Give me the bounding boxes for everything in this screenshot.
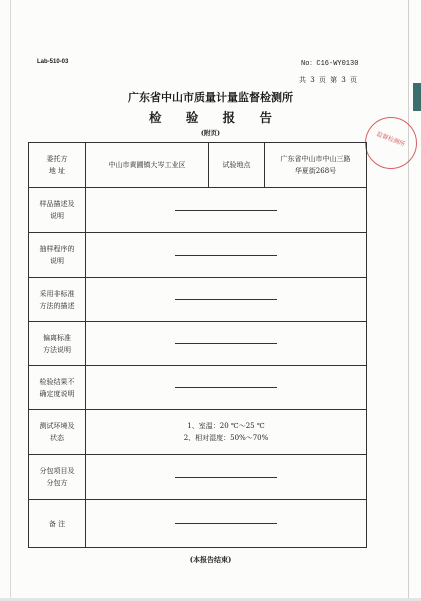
report-title: 检 验 报 告 bbox=[148, 110, 283, 125]
subcontract-value bbox=[86, 455, 367, 500]
page-info: 共 3 页 第 3 页 bbox=[299, 76, 359, 84]
nonstandard-value bbox=[86, 278, 367, 322]
uncertainty-value bbox=[86, 366, 367, 410]
table-row bbox=[29, 455, 367, 500]
organization-name: 广东省中山市质量计量监督检测所 bbox=[128, 91, 293, 104]
table-row bbox=[29, 188, 367, 233]
nonstandard-label: 采用非标准 方法的描述 bbox=[29, 278, 86, 322]
blank-line bbox=[175, 255, 277, 256]
deviation-label: 偏离标准 方法说明 bbox=[29, 322, 86, 366]
table-row bbox=[29, 410, 367, 455]
official-seal bbox=[365, 117, 417, 169]
report-table bbox=[28, 142, 367, 548]
test-location-label: 试验地点 bbox=[209, 143, 265, 188]
lab-code: Lab-510-03 bbox=[37, 59, 69, 65]
table-row bbox=[29, 143, 367, 188]
sampling-value bbox=[86, 233, 367, 278]
sample-desc-value bbox=[86, 188, 367, 233]
blank-line bbox=[175, 523, 277, 524]
environment-label: 测试环境及 状态 bbox=[29, 410, 86, 455]
table-row bbox=[29, 500, 367, 548]
sample-desc-label: 样品描述及 说明 bbox=[29, 188, 86, 233]
table-row bbox=[29, 322, 367, 366]
blank-line bbox=[175, 299, 277, 300]
uncertainty-label: 检验结果不 确定度说明 bbox=[29, 366, 86, 410]
blank-line bbox=[175, 477, 277, 478]
client-address-label: 委托方 地 址 bbox=[29, 143, 86, 188]
table-row bbox=[29, 278, 367, 322]
report-number: No：C16-WY0130 bbox=[301, 60, 359, 68]
report-end-note: (本报告结束) bbox=[189, 555, 232, 564]
subcontract-label: 分包项目及 分包方 bbox=[29, 455, 86, 500]
client-address-value: 中山市黄圃镇大岑工业区 bbox=[86, 143, 209, 188]
blank-line bbox=[175, 210, 277, 211]
blank-line bbox=[175, 387, 277, 388]
deviation-value bbox=[86, 322, 367, 366]
remarks-value bbox=[86, 500, 367, 548]
sampling-label: 抽样程序的 说明 bbox=[29, 233, 86, 278]
table-row bbox=[29, 366, 367, 410]
test-location-value: 广东省中山市中山三路 华夏街268号 bbox=[265, 143, 367, 188]
environment-value: 1、室温：20 ℃～25 ℃ 2、相对湿度：50%～70% bbox=[86, 410, 367, 455]
blank-line bbox=[175, 343, 277, 344]
seal-text: 监督检测所 bbox=[375, 130, 406, 149]
table-row bbox=[29, 233, 367, 278]
remarks-label: 备 注 bbox=[29, 500, 86, 548]
annex-label: (附页) bbox=[200, 129, 221, 137]
